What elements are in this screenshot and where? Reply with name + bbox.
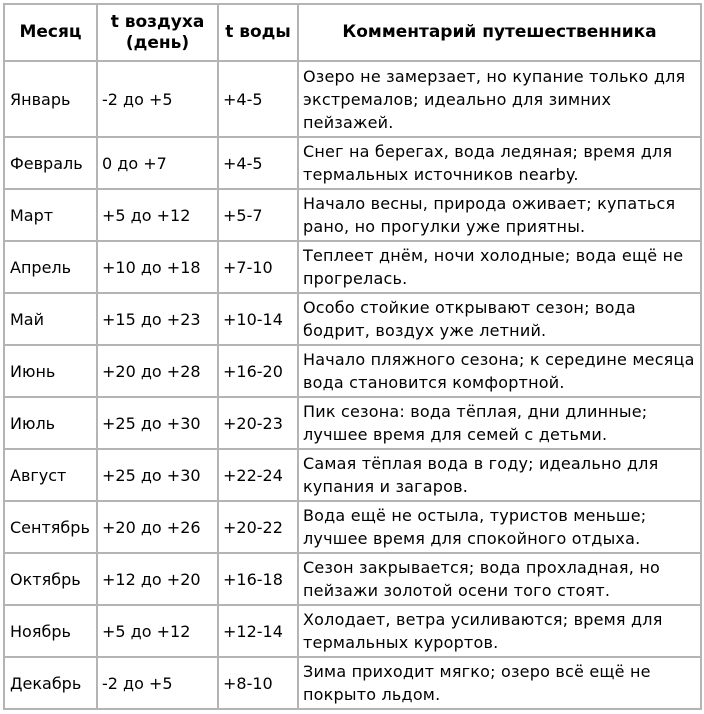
water-temp-cell: +8-10 [218, 657, 298, 709]
table-row [4, 397, 701, 449]
month-cell: Октябрь [4, 553, 97, 605]
air-temp-cell: +25 до +30 [97, 449, 218, 501]
table-row [4, 137, 701, 189]
table-row [4, 189, 701, 241]
table-row [4, 61, 701, 137]
air-temp-cell: -2 до +5 [97, 657, 218, 709]
comment-cell: Теплеет днём, ночи холодные; вода ещё не прогрелась. [298, 241, 701, 293]
water-temp-cell: +20-22 [218, 501, 298, 553]
water-temp-cell: +22-24 [218, 449, 298, 501]
header-month: Месяц [4, 4, 97, 61]
month-cell: Май [4, 293, 97, 345]
table-row [4, 605, 701, 657]
water-temp-cell: +4-5 [218, 137, 298, 189]
water-temp-cell: +7-10 [218, 241, 298, 293]
header-comment: Комментарий путешественника [298, 4, 701, 61]
month-cell: Апрель [4, 241, 97, 293]
comment-cell: Снег на берегах, вода ледяная; время для термальных источников nearby. [298, 137, 701, 189]
air-temp-cell: +5 до +12 [97, 605, 218, 657]
month-cell: Январь [4, 61, 97, 137]
comment-cell: Начало весны, природа оживает; купаться рано, но прогулки уже приятны. [298, 189, 701, 241]
comment-cell: Озеро не замерзает, но купание только для экстремалов; идеально для зимних пейзажей. [298, 61, 701, 137]
comment-cell: Холодает, ветра усиливаются; время для термальных курортов. [298, 605, 701, 657]
month-cell: Февраль [4, 137, 97, 189]
month-cell: Декабрь [4, 657, 97, 709]
comment-cell: Самая тёплая вода в году; идеально для купания и загаров. [298, 449, 701, 501]
water-temp-cell: +20-23 [218, 397, 298, 449]
water-temp-cell: +10-14 [218, 293, 298, 345]
climate-table [3, 3, 702, 710]
air-temp-cell: +15 до +23 [97, 293, 218, 345]
table-row [4, 293, 701, 345]
water-temp-cell: +4-5 [218, 61, 298, 137]
air-temp-cell: +20 до +26 [97, 501, 218, 553]
table-row [4, 657, 701, 709]
air-temp-cell: 0 до +7 [97, 137, 218, 189]
air-temp-cell: +25 до +30 [97, 397, 218, 449]
table-row [4, 553, 701, 605]
comment-cell: Особо стойкие открывают сезон; вода бодрит, воздух уже летний. [298, 293, 701, 345]
comment-cell: Зима приходит мягко; озеро всё ещё не покрыто льдом. [298, 657, 701, 709]
air-temp-cell: -2 до +5 [97, 61, 218, 137]
month-cell: Август [4, 449, 97, 501]
month-cell: Сентябрь [4, 501, 97, 553]
header-row [4, 4, 701, 61]
water-temp-cell: +16-18 [218, 553, 298, 605]
comment-cell: Вода ещё не остыла, туристов меньше; лучшее время для спокойного отдыха. [298, 501, 701, 553]
table-row [4, 241, 701, 293]
month-cell: Ноябрь [4, 605, 97, 657]
month-cell: Июнь [4, 345, 97, 397]
table-row [4, 449, 701, 501]
water-temp-cell: +16-20 [218, 345, 298, 397]
air-temp-cell: +12 до +20 [97, 553, 218, 605]
air-temp-cell: +10 до +18 [97, 241, 218, 293]
comment-cell: Пик сезона: вода тёплая, дни длинные; лучшее время для семей с детьми. [298, 397, 701, 449]
table-row [4, 501, 701, 553]
air-temp-cell: +5 до +12 [97, 189, 218, 241]
water-temp-cell: +5-7 [218, 189, 298, 241]
header-water-temp: t воды [218, 4, 298, 61]
month-cell: Июль [4, 397, 97, 449]
header-air-temp: t воздуха (день) [97, 4, 218, 61]
comment-cell: Сезон закрывается; вода прохладная, но пейзажи золотой осени того стоят. [298, 553, 701, 605]
comment-cell: Начало пляжного сезона; к середине месяца вода становится комфортной. [298, 345, 701, 397]
air-temp-cell: +20 до +28 [97, 345, 218, 397]
table-row [4, 345, 701, 397]
month-cell: Март [4, 189, 97, 241]
water-temp-cell: +12-14 [218, 605, 298, 657]
